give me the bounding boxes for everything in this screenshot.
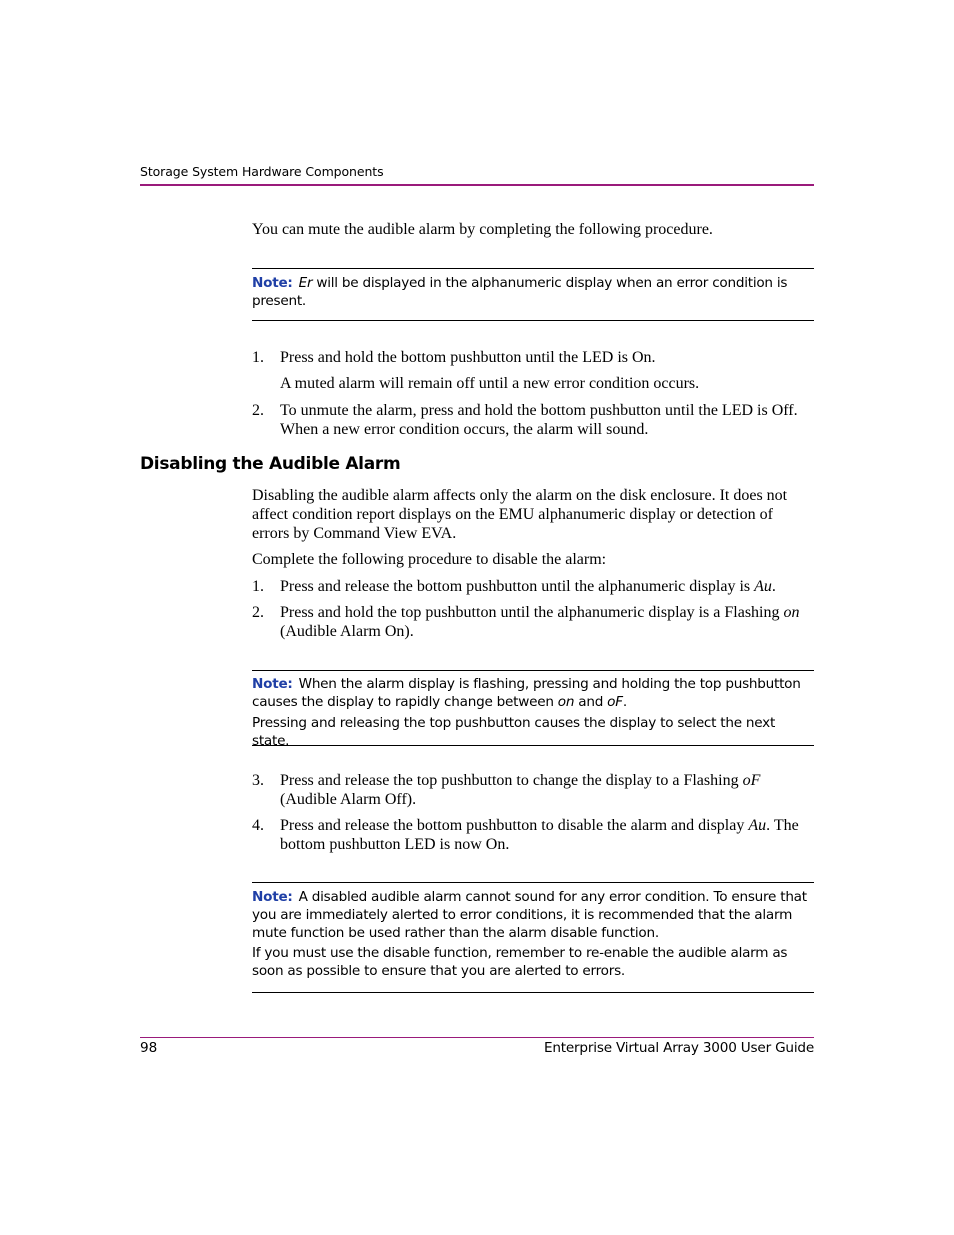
disable-step-1-text	[280, 577, 814, 596]
disable-step-4-text	[280, 816, 814, 854]
note3-text: A disabled audible alarm cannot sound for any error condition. To ensure that you are immediately alerted to error conditions, it is recommended that the alarm mute function be used rather than the alarm disable function.	[252, 889, 807, 941]
section-paragraph-2: Complete the following procedure to disable the alarm:	[252, 551, 607, 568]
note2-italic-a: on	[557, 694, 575, 710]
disable-step-3-text	[280, 771, 814, 809]
note2-text-c: .	[622, 694, 627, 710]
mute-step-2-number: 2.	[252, 402, 264, 419]
section-paragraph-1: Disabling the audible alarm affects only the alarm on the disk enclosure. It does not affect condition report displays on the EMU alphanumeric display or detection of errors by Command View EVA.	[252, 487, 788, 542]
mute-step-1-subtext: A muted alarm will remain off until a new error condition occurs.	[280, 375, 700, 392]
mute-step-2-text: To unmute the alarm, press and hold the bottom pushbutton until the LED is Off. When a new error condition occurs, the alarm will sound.	[280, 402, 798, 438]
disable-step-1-italic: Au	[754, 578, 772, 595]
disable-step-4-suffix: . The bottom pushbutton LED is now On.	[280, 817, 799, 853]
note3-top-rule	[252, 882, 814, 883]
note1-top-rule	[252, 268, 814, 269]
footer-rule	[140, 1037, 814, 1038]
page-number: 98	[140, 1040, 158, 1056]
note3	[252, 888, 814, 942]
note2-italic-b: oF	[607, 694, 623, 710]
disable-step-4-italic: Au	[748, 817, 767, 834]
note1-text: will be displayed in the alphanumeric display when an error condition is present.	[252, 275, 788, 309]
section-heading: Disabling the Audible Alarm	[140, 454, 401, 474]
note3-paragraph-2: If you must use the disable function, remember to re-enable the audible alarm as soon as possible to ensure that you are alerted to errors.	[252, 945, 788, 979]
header-rule	[140, 184, 814, 186]
disable-step-4-number: 4.	[252, 817, 264, 834]
disable-step-2-suffix: (Audible Alarm On).	[280, 623, 414, 640]
note2-text-b: and	[574, 694, 608, 710]
disable-step-4-body: Press and release the bottom pushbutton to disable the alarm and display	[280, 817, 749, 834]
disable-step-2-number: 2.	[252, 604, 264, 621]
running-header: Storage System Hardware Components	[140, 164, 384, 179]
mute-step-1-text: Press and hold the bottom pushbutton until the LED is On.	[280, 349, 656, 366]
note1	[252, 274, 814, 310]
note3-bottom-rule	[252, 992, 814, 993]
disable-step-3-italic: oF	[742, 772, 761, 789]
note2-bottom-rule	[252, 745, 814, 746]
disable-step-1-suffix: .	[771, 578, 776, 595]
disable-step-2-italic: on	[783, 604, 800, 621]
note3-label: Note:	[252, 889, 293, 905]
disable-step-3-number: 3.	[252, 772, 264, 789]
note2-top-rule	[252, 670, 814, 671]
disable-step-3-suffix: (Audible Alarm Off).	[280, 791, 417, 808]
note1-label: Note:	[252, 275, 293, 291]
disable-step-3-body: Press and release the top pushbutton to change the display to a Flashing	[280, 772, 743, 789]
footer-title: Enterprise Virtual Array 3000 User Guide	[543, 1040, 814, 1056]
disable-step-2-text	[280, 603, 814, 641]
note1-bottom-rule	[252, 320, 814, 321]
disable-step-1-body: Press and release the bottom pushbutton until the alphanumeric display is	[280, 578, 755, 595]
intro-paragraph: You can mute the audible alarm by completing the following procedure.	[252, 221, 713, 238]
note2	[252, 675, 814, 711]
note1-italic: Er	[298, 275, 313, 291]
mute-step-1-number: 1.	[252, 349, 264, 366]
note2-label: Note:	[252, 676, 293, 692]
disable-step-1-number: 1.	[252, 578, 264, 595]
disable-step-2-body: Press and hold the top pushbutton until the alphanumeric display is a Flashing	[280, 604, 784, 621]
note2-paragraph-2: Pressing and releasing the top pushbutton causes the display to select the next state.	[252, 715, 776, 749]
note2-text-a: When the alarm display is flashing, pressing and holding the top pushbutton causes the display to rapidly change between	[252, 676, 801, 710]
